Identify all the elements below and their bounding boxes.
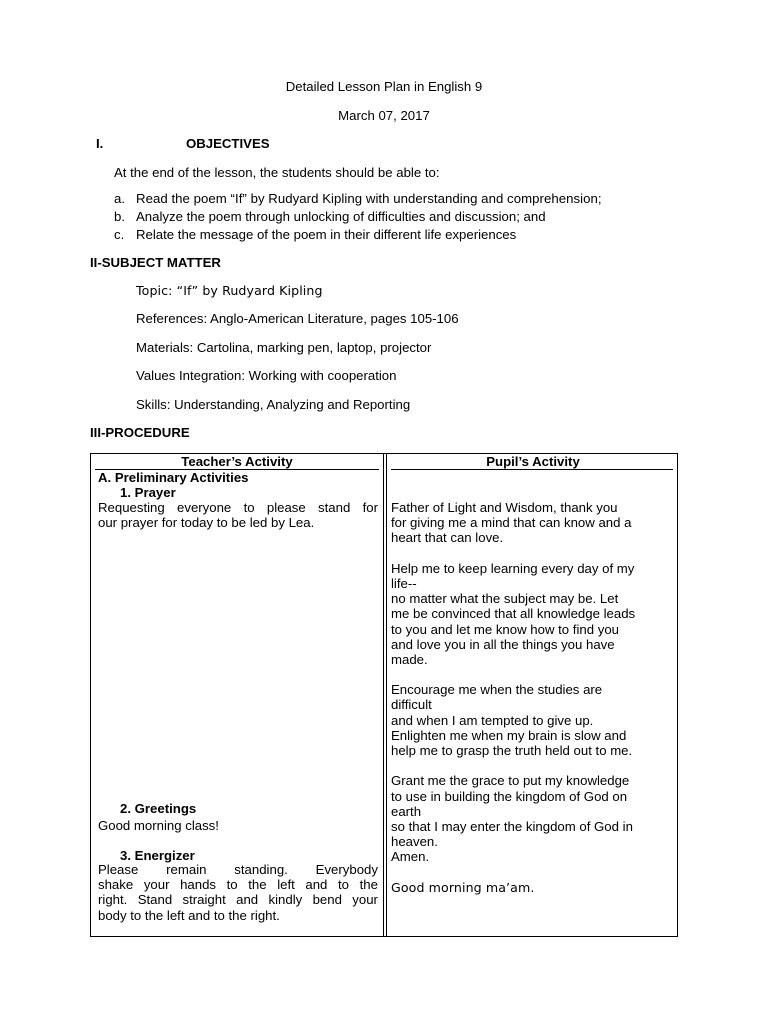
word: Requesting [98, 500, 165, 515]
section-preliminary-activities: A. Preliminary Activities [98, 470, 249, 485]
word: and [305, 877, 328, 893]
word: to [243, 500, 255, 515]
text-line [98, 892, 378, 907]
word: the [359, 877, 378, 893]
pupil-text-line: me be convinced that all knowledge leads [391, 606, 636, 622]
word: left [277, 877, 295, 893]
pupil-text-line: and when I am tempted to give up. [391, 712, 594, 728]
text-line [98, 500, 378, 515]
word: and [236, 892, 259, 908]
procedure-heading: III-PROCEDURE [90, 425, 190, 440]
word: right. [98, 892, 128, 908]
energizer-teacher-text [98, 862, 378, 923]
word: Please [98, 862, 139, 877]
pupil-activity-header: Pupil’s Activity [486, 454, 580, 469]
word: remain [166, 862, 207, 877]
pupil-text-line: Help me to keep learning every day of my [391, 560, 635, 576]
objective-marker: b. [114, 209, 125, 224]
pupil-text-line: made. [391, 651, 428, 667]
pupil-text-line: Enlighten me when my brain is slow and [391, 727, 627, 743]
objectives-intro: At the end of the lesson, the students should be able to: [114, 165, 440, 180]
greetings-heading: 2. Greetings [120, 801, 197, 816]
objective-marker: a. [114, 191, 125, 206]
word: Everybody [315, 862, 378, 877]
word: standing. [234, 862, 288, 877]
word: your [143, 877, 170, 893]
objective-text: Read the poem “If” by Rudyard Kipling with understanding and comprehension; [136, 191, 602, 206]
teacher-activity-header: Teacher’s Activity [181, 454, 293, 469]
prayer-teacher-text [98, 500, 378, 530]
pupil-text-line: earth [391, 803, 422, 819]
text-line [98, 877, 378, 892]
pupil-text-line: Good morning ma’am. [391, 879, 535, 895]
subject-values: Values Integration: Working with cooperation [136, 368, 397, 383]
objectives-numeral: I. [96, 136, 104, 151]
column-divider-inner [386, 454, 387, 936]
greetings-teacher-text: Good morning class! [98, 818, 219, 833]
word: your [352, 892, 378, 908]
word: everyone [177, 500, 232, 515]
column-divider [383, 454, 384, 936]
word: please [266, 500, 306, 515]
subject-materials: Materials: Cartolina, marking pen, laptop, projector [136, 340, 432, 355]
pupil-text-line [391, 546, 635, 561]
objective-text: Analyze the poem through unlocking of difficulties and discussion; and [136, 209, 546, 224]
objective-text: Relate the message of the poem in their different life experiences [136, 227, 517, 242]
pupil-text-line [391, 667, 635, 682]
text-line [98, 862, 378, 877]
word: shake [98, 877, 134, 893]
pupil-text-line: difficult [391, 697, 432, 713]
word: straight [182, 892, 226, 908]
subject-references: References: Anglo-American Literature, pages 105-106 [136, 311, 459, 326]
pupil-text-line: heart that can love. [391, 530, 504, 546]
objective-marker: c. [114, 227, 125, 242]
prayer-pupil-text [391, 500, 635, 895]
word: the [248, 877, 267, 893]
word: kindly [268, 892, 303, 908]
word: for [362, 500, 378, 515]
pupil-text-line: no matter what the subject may be. Let [391, 591, 619, 607]
pupil-text-line: Amen. [391, 849, 430, 865]
energizer-heading: 3. Energizer [120, 848, 195, 863]
pupil-text-line: Father of Light and Wisdom, thank you [391, 500, 618, 515]
pupil-text-line: Grant me the grace to put my knowledge [391, 773, 630, 789]
subject-topic: Topic: “If” by Rudyard Kipling [136, 283, 323, 298]
pupil-text-line: heaven. [391, 834, 438, 850]
pupil-text-line: for giving me a mind that can know and a [391, 515, 632, 531]
pupil-text-line: to you and let me know how to find you [391, 621, 619, 637]
word: to [338, 877, 350, 893]
pupil-text-line: help me to grasp the truth held out to me. [391, 743, 633, 758]
pupil-header-rule [391, 469, 673, 470]
word: stand [318, 500, 351, 515]
word: Stand [137, 892, 173, 908]
document-date: March 07, 2017 [338, 108, 430, 123]
word: to [226, 877, 238, 893]
prayer-heading: 1. Prayer [120, 485, 176, 500]
text-line: our prayer for today to be led by Lea. [98, 515, 315, 531]
text-line: body to the left and to the right. [98, 907, 280, 923]
procedure-table [90, 453, 678, 937]
subject-skills: Skills: Understanding, Analyzing and Reporting [136, 397, 411, 412]
pupil-text-line: and love you in all the things you have [391, 636, 615, 652]
pupil-text-line [391, 758, 635, 773]
word: bend [312, 892, 342, 908]
pupil-text-line: to use in building the kingdom of God on [391, 788, 628, 804]
pupil-text-line [391, 865, 635, 880]
word: hands [180, 877, 217, 893]
pupil-text-line: so that I may enter the kingdom of God in [391, 818, 633, 834]
pupil-text-line: Encourage me when the studies are [391, 682, 603, 698]
pupil-text-line: life-- [391, 575, 417, 591]
subject-matter-heading: II-SUBJECT MATTER [90, 255, 221, 270]
document-title: Detailed Lesson Plan in English 9 [285, 79, 483, 94]
objectives-heading: OBJECTIVES [186, 136, 270, 151]
